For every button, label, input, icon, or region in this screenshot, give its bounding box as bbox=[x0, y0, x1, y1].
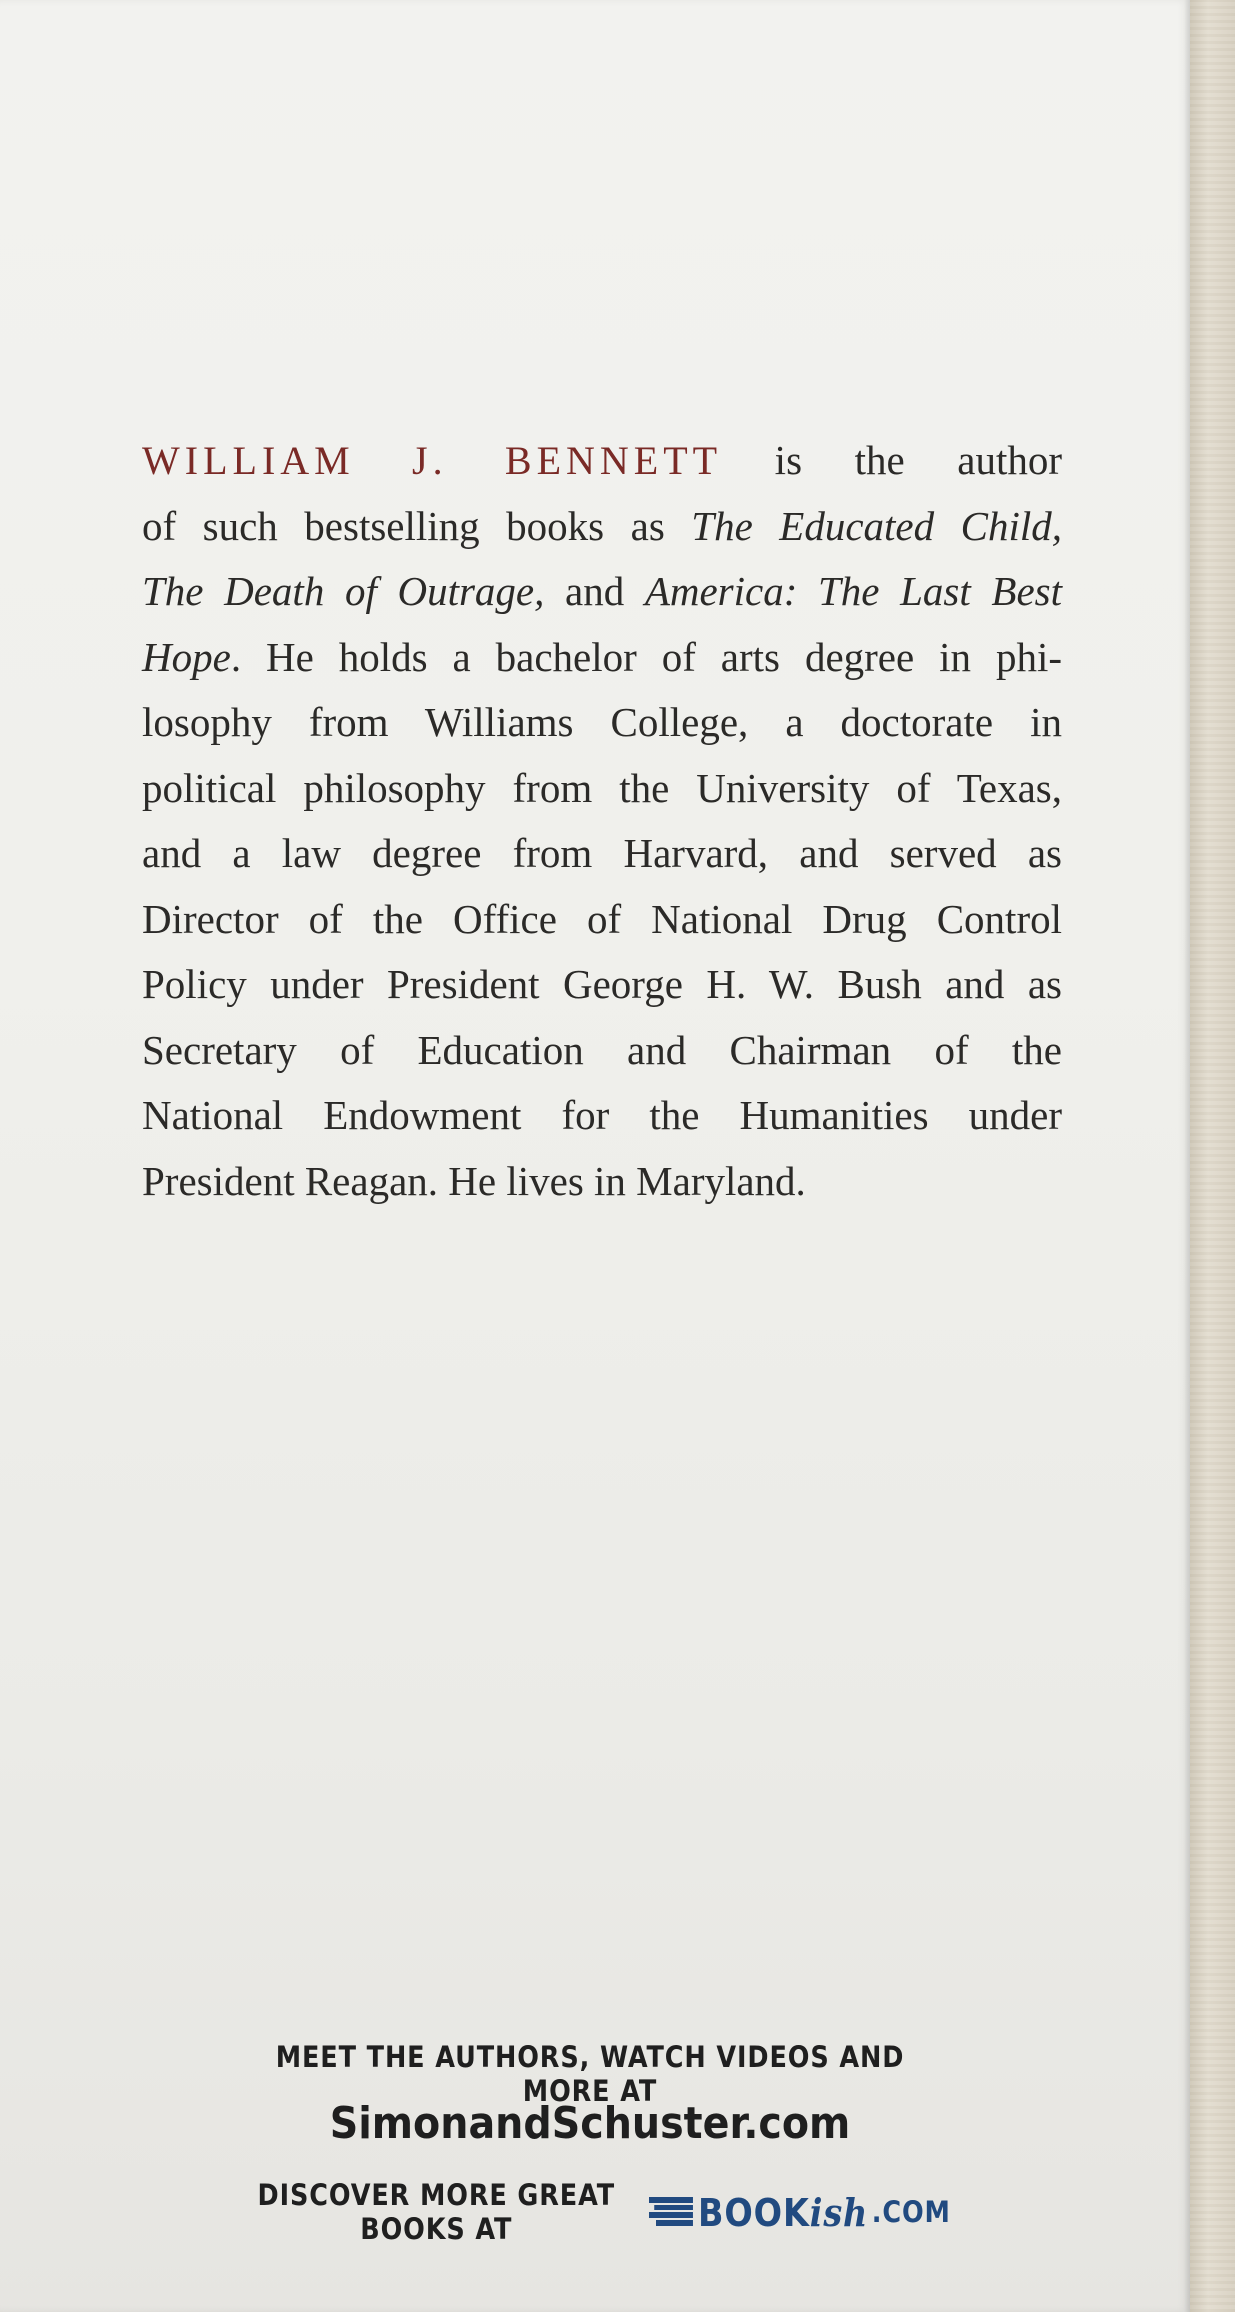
bio-text: is the author bbox=[722, 437, 1062, 483]
bookish-suffix: ish bbox=[809, 2189, 869, 2235]
footer-meet-authors: MEET THE AUTHORS, WATCH VIDEOS AND MORE AT bbox=[275, 2040, 905, 2108]
bio-line-3 bbox=[142, 559, 1062, 625]
bookish-wordmark bbox=[698, 2190, 868, 2235]
book-title-america: America: The Last Best bbox=[644, 568, 1062, 614]
bio-line-9: Policy under President George H. W. Bush and as bbox=[142, 961, 1062, 1007]
bookish-brand: BOOK bbox=[697, 2190, 810, 2235]
bio-text: and bbox=[544, 568, 645, 614]
bookish-logo[interactable] bbox=[649, 2190, 951, 2235]
bio-line-11: National Endowment for the Humanities under bbox=[142, 1092, 1062, 1138]
bookish-stack-icon bbox=[649, 2195, 695, 2229]
bio-line-10: Secretary of Education and Chairman of the bbox=[142, 1026, 1062, 1073]
footer-discover-text: DISCOVER MORE GREAT BOOKS AT bbox=[257, 2178, 616, 2246]
book-title-educated-child: The Educated Child, bbox=[691, 502, 1062, 549]
bio-line-8: Director of the Office of National Drug Control bbox=[142, 895, 1062, 942]
page-edge bbox=[1190, 0, 1235, 2312]
author-name: WILLIAM J. BENNETT bbox=[142, 438, 723, 483]
footer-discover bbox=[229, 2178, 951, 2246]
bookish-tld: .COM bbox=[871, 2195, 951, 2229]
bio-line-5: losophy from Williams College, a doctorate in bbox=[142, 699, 1062, 745]
bio-line-4 bbox=[142, 625, 1062, 691]
bio-text: of such bestselling books as bbox=[142, 502, 692, 549]
bio-line-6: political philosophy from the University of Texas, bbox=[142, 764, 1062, 811]
bio-line-7: and a law degree from Harvard, and served as bbox=[142, 830, 1062, 876]
bio-line-12: President Reagan. He lives in Maryland. bbox=[142, 1157, 806, 1204]
bio-text: . He holds a bachelor of arts degree in phi- bbox=[230, 633, 1062, 680]
bio-line-1 bbox=[142, 428, 1062, 494]
book-title-america-cont: Hope bbox=[142, 633, 231, 680]
bio-line-2 bbox=[142, 494, 1062, 560]
book-title-death-of-outrage: The Death of Outrage, bbox=[142, 568, 545, 614]
author-bio bbox=[142, 428, 1062, 1214]
publisher-website[interactable]: SimonandSchuster.com bbox=[329, 2098, 851, 2149]
